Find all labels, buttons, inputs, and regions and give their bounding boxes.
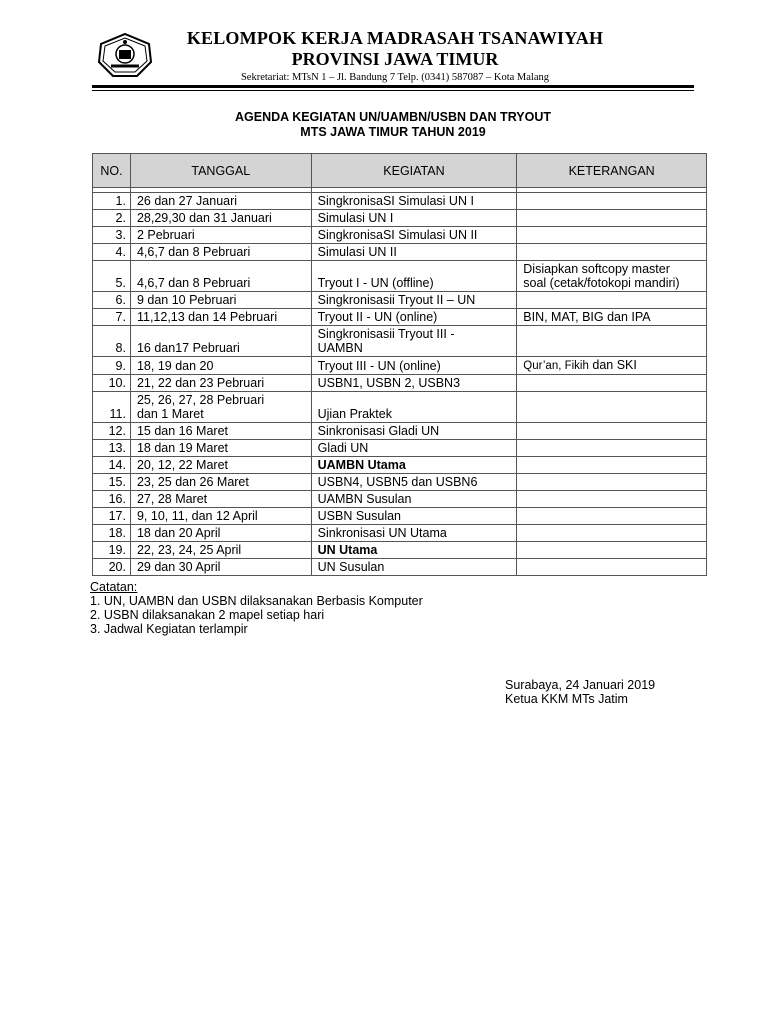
cell-keterangan-text: Disiapkan softcopy master	[523, 262, 670, 276]
kemenag-emblem-icon	[97, 32, 153, 78]
cell-kegiatan	[311, 491, 517, 508]
cell-kegiatan	[311, 392, 517, 423]
header-tanggal: TANGGAL	[130, 154, 311, 188]
cell-keterangan	[517, 261, 707, 292]
cell-no: 3.	[93, 227, 131, 244]
cell-kegiatan	[311, 440, 517, 457]
title-line-1: AGENDA KEGIATAN UN/UAMBN/USBN DAN TRYOUT	[235, 110, 551, 124]
cell-no: 10.	[93, 375, 131, 392]
table-row	[93, 542, 707, 559]
cell-keterangan	[517, 440, 707, 457]
cell-no: 2.	[93, 210, 131, 227]
cell-kegiatan-text: Simulasi UN II	[317, 245, 397, 259]
cell-keterangan	[517, 508, 707, 525]
cell-no: 9.	[93, 357, 131, 375]
cell-tanggal	[130, 193, 311, 210]
table-row	[93, 491, 707, 508]
cell-kegiatan-text: Singkronisasii Tryout III -	[317, 327, 455, 341]
cell-keterangan-subjects: Qur’an, Fikih	[523, 360, 589, 372]
cell-kegiatan-text: Ujian Praktek	[317, 407, 392, 421]
cell-no: 1.	[93, 193, 131, 210]
cell-kegiatan	[311, 559, 517, 576]
cell-tanggal	[130, 474, 311, 491]
notes-section	[90, 580, 423, 636]
cell-keterangan	[517, 559, 707, 576]
table-row	[93, 326, 707, 357]
cell-kegiatan-text: USBN4, USBN5 dan USBN6	[317, 475, 478, 489]
cell-kegiatan	[311, 375, 517, 392]
cell-no: 18.	[93, 525, 131, 542]
table-row	[93, 244, 707, 261]
cell-tanggal-text: 29 dan 30 April	[136, 560, 221, 574]
cell-kegiatan-text: Simulasi UN I	[317, 211, 394, 225]
letterhead-rule-thick	[92, 85, 694, 88]
table-row	[93, 392, 707, 423]
cell-tanggal-text: 22, 23, 24, 25 April	[136, 543, 242, 557]
cell-tanggal-text: 25, 26, 27, 28 Pebruari	[136, 393, 265, 407]
cell-no: 20.	[93, 559, 131, 576]
table-row	[93, 508, 707, 525]
cell-kegiatan-text: Tryout II - UN (online)	[317, 310, 438, 324]
letterhead	[160, 28, 630, 85]
table-body	[93, 188, 707, 576]
table-row	[93, 440, 707, 457]
cell-kegiatan-text: Tryout III - UN (online)	[317, 359, 441, 373]
cell-kegiatan-text: UAMBN	[317, 341, 363, 355]
cell-kegiatan-text: Gladi UN	[317, 441, 369, 455]
cell-kegiatan-text: UN Susulan	[317, 560, 385, 574]
table-row	[93, 525, 707, 542]
cell-no: 12.	[93, 423, 131, 440]
cell-kegiatan-text: SingkronisaSI Simulasi UN I	[317, 194, 474, 208]
signature-block	[505, 678, 655, 706]
document-title	[92, 110, 694, 140]
cell-kegiatan	[311, 457, 517, 474]
cell-keterangan-text: BIN, MAT, BIG dan IPA	[523, 310, 651, 324]
letterhead-org-name: KELOMPOK KERJA MADRASAH TSANAWIYAH	[186, 28, 604, 48]
cell-keterangan	[517, 244, 707, 261]
cell-tanggal-text: 21, 22 dan 23 Pebruari	[136, 376, 265, 390]
cell-kegiatan	[311, 474, 517, 491]
cell-kegiatan-text: SingkronisaSI Simulasi UN II	[317, 228, 478, 242]
cell-tanggal	[130, 375, 311, 392]
cell-no: 13.	[93, 440, 131, 457]
cell-tanggal	[130, 525, 311, 542]
cell-kegiatan	[311, 525, 517, 542]
cell-keterangan	[517, 491, 707, 508]
cell-kegiatan	[311, 292, 517, 309]
cell-keterangan	[517, 193, 707, 210]
cell-tanggal	[130, 559, 311, 576]
cell-no: 4.	[93, 244, 131, 261]
cell-tanggal-text: 2 Pebruari	[136, 228, 195, 242]
cell-tanggal-text: 15 dan 16 Maret	[136, 424, 229, 438]
cell-kegiatan	[311, 244, 517, 261]
note-item: 3. Jadwal Kegiatan terlampir	[90, 622, 248, 636]
cell-keterangan	[517, 474, 707, 491]
cell-kegiatan	[311, 193, 517, 210]
title-line-2: MTS JAWA TIMUR TAHUN 2019	[300, 125, 486, 139]
cell-tanggal-text: 26 dan 27 Januari	[136, 194, 238, 208]
cell-kegiatan-text: USBN Susulan	[317, 509, 401, 523]
cell-tanggal	[130, 244, 311, 261]
table-row	[93, 457, 707, 474]
cell-kegiatan	[311, 309, 517, 326]
table-row	[93, 193, 707, 210]
cell-tanggal	[130, 440, 311, 457]
agenda-table	[92, 153, 707, 576]
cell-tanggal	[130, 357, 311, 375]
cell-kegiatan-text: Sinkronisasi UN Utama	[317, 526, 447, 540]
cell-tanggal	[130, 292, 311, 309]
header-no: NO.	[93, 154, 131, 188]
signature-role: Ketua KKM MTs Jatim	[505, 692, 628, 706]
cell-no: 16.	[93, 491, 131, 508]
cell-tanggal-text: 4,6,7 dan 8 Pebruari	[136, 276, 251, 290]
table-row	[93, 423, 707, 440]
cell-kegiatan-text: Tryout I - UN (offline)	[317, 276, 434, 290]
cell-tanggal-text: 20, 12, 22 Maret	[136, 458, 228, 472]
cell-keterangan	[517, 525, 707, 542]
cell-no: 8.	[93, 326, 131, 357]
cell-keterangan-text: soal (cetak/fotokopi mandiri)	[523, 276, 680, 290]
cell-tanggal-text: 11,12,13 dan 14 Pebruari	[136, 310, 278, 324]
cell-tanggal	[130, 392, 311, 423]
cell-kegiatan	[311, 542, 517, 559]
cell-tanggal	[130, 326, 311, 357]
note-item: 1. UN, UAMBN dan USBN dilaksanakan Berbasis Komputer	[90, 594, 423, 608]
cell-kegiatan	[311, 508, 517, 525]
cell-keterangan	[517, 292, 707, 309]
cell-tanggal-text: 23, 25 dan 26 Maret	[136, 475, 249, 489]
cell-keterangan	[517, 326, 707, 357]
table-row	[93, 261, 707, 292]
cell-kegiatan-text: UAMBN Utama	[317, 458, 406, 472]
table-header-row	[93, 154, 707, 188]
notes-heading: Catatan:	[90, 580, 138, 594]
cell-keterangan	[517, 375, 707, 392]
cell-tanggal	[130, 210, 311, 227]
table-row	[93, 474, 707, 491]
cell-tanggal-text: 28,29,30 dan 31 Januari	[136, 211, 272, 225]
cell-tanggal	[130, 508, 311, 525]
cell-kegiatan	[311, 261, 517, 292]
cell-tanggal-text: 27, 28 Maret	[136, 492, 208, 506]
cell-keterangan-text: dan SKI	[588, 358, 637, 372]
table-row	[93, 559, 707, 576]
cell-tanggal	[130, 309, 311, 326]
cell-kegiatan-text: Sinkronisasi Gladi UN	[317, 424, 440, 438]
table-row	[93, 375, 707, 392]
letterhead-province: PROVINSI JAWA TIMUR	[291, 49, 499, 69]
cell-keterangan	[517, 392, 707, 423]
cell-tanggal	[130, 261, 311, 292]
cell-kegiatan	[311, 423, 517, 440]
cell-kegiatan	[311, 357, 517, 375]
table-row	[93, 210, 707, 227]
cell-tanggal-text: 18 dan 19 Maret	[136, 441, 229, 455]
cell-no: 11.	[93, 392, 131, 423]
cell-keterangan	[517, 227, 707, 244]
cell-no: 14.	[93, 457, 131, 474]
cell-tanggal	[130, 457, 311, 474]
cell-kegiatan-text: UAMBN Susulan	[317, 492, 412, 506]
cell-tanggal-text: 18 dan 20 April	[136, 526, 221, 540]
cell-kegiatan	[311, 326, 517, 357]
cell-tanggal	[130, 542, 311, 559]
cell-kegiatan-text: UN Utama	[317, 543, 378, 557]
cell-no: 15.	[93, 474, 131, 491]
header-kegiatan: KEGIATAN	[311, 154, 517, 188]
table-row	[93, 357, 707, 375]
cell-keterangan	[517, 357, 707, 375]
cell-kegiatan-text: USBN1, USBN 2, USBN3	[317, 376, 461, 390]
cell-tanggal-text: 16 dan17 Pebruari	[136, 341, 240, 355]
cell-kegiatan-text: Singkronisasii Tryout II – UN	[317, 293, 476, 307]
table-row	[93, 309, 707, 326]
cell-tanggal-text: 9 dan 10 Pebruari	[136, 293, 237, 307]
table-row	[93, 227, 707, 244]
cell-tanggal-text: 9, 10, 11, dan 12 April	[136, 509, 258, 523]
cell-tanggal	[130, 423, 311, 440]
cell-tanggal	[130, 491, 311, 508]
cell-keterangan	[517, 457, 707, 474]
header-keterangan: KETERANGAN	[517, 154, 707, 188]
cell-tanggal-text: dan 1 Maret	[136, 407, 204, 421]
cell-kegiatan	[311, 210, 517, 227]
cell-no: 17.	[93, 508, 131, 525]
cell-no: 5.	[93, 261, 131, 292]
cell-keterangan	[517, 309, 707, 326]
note-item: 2. USBN dilaksanakan 2 mapel setiap hari	[90, 608, 325, 622]
cell-keterangan	[517, 210, 707, 227]
cell-tanggal-text: 4,6,7 dan 8 Pebruari	[136, 245, 251, 259]
signature-place-date: Surabaya, 24 Januari 2019	[505, 678, 656, 692]
table-row	[93, 292, 707, 309]
cell-no: 19.	[93, 542, 131, 559]
cell-keterangan	[517, 542, 707, 559]
cell-keterangan	[517, 423, 707, 440]
cell-no: 7.	[93, 309, 131, 326]
cell-no: 6.	[93, 292, 131, 309]
letterhead-address: Sekretariat: MTsN 1 – Jl. Bandung 7 Telp. (0341) 587087 – Kota Malang	[240, 72, 550, 83]
cell-kegiatan	[311, 227, 517, 244]
letterhead-rule-thin	[92, 90, 694, 91]
cell-tanggal-text: 18, 19 dan 20	[136, 359, 214, 373]
cell-tanggal	[130, 227, 311, 244]
